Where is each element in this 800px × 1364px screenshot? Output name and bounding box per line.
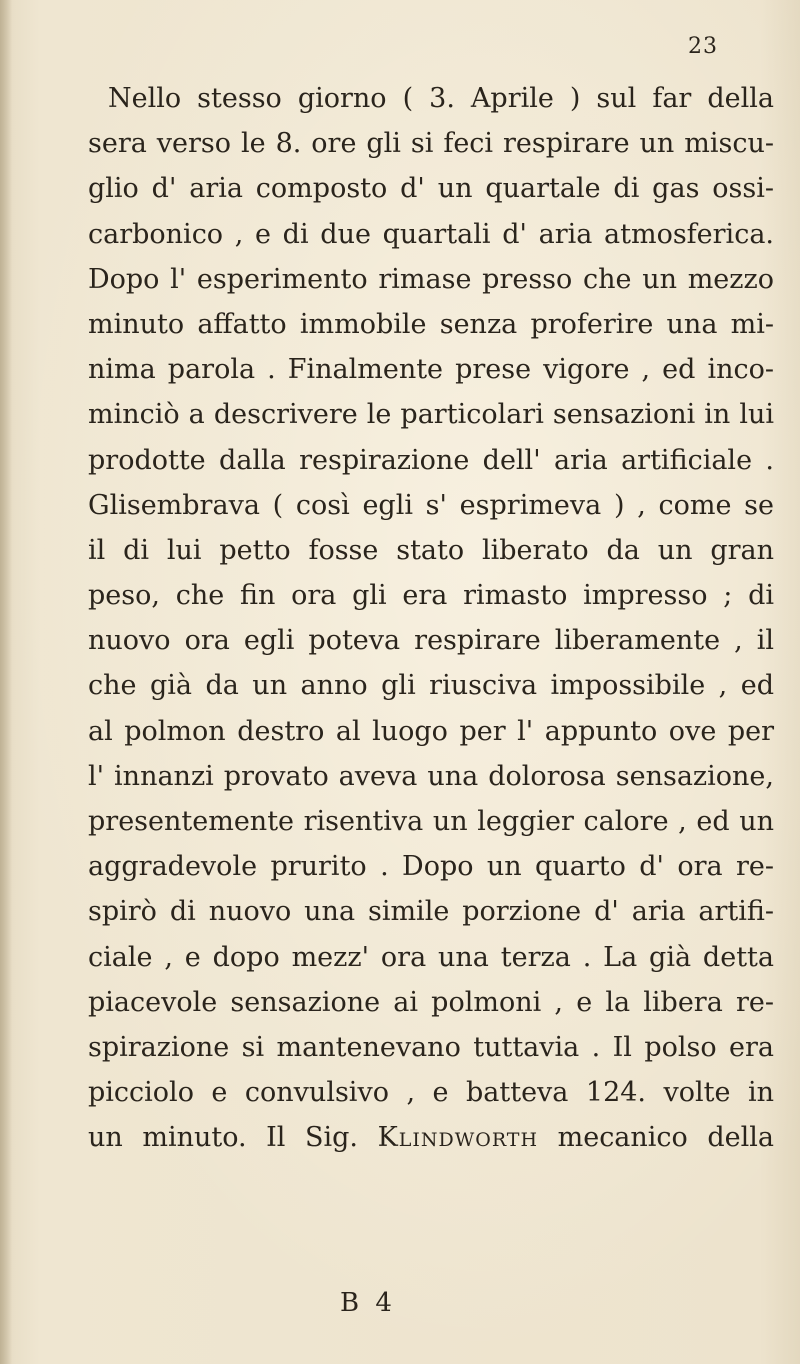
text-line: nuovo ora egli poteva respirare liberamente , il [88, 625, 774, 657]
text-line: l' innanzi provato aveva una dolorosa sensazione, [88, 760, 774, 792]
person-name: Klindworth [377, 1122, 539, 1154]
last-line-before: un minuto. Il Sig. [88, 1122, 378, 1154]
text-line: che già da un anno gli riusciva impossibile , ed [88, 670, 774, 702]
text-line: peso, che fin ora gli era rimasto impresso ; di [88, 580, 774, 612]
text-line: prodotte dalla respirazione dell' aria artificiale . [88, 444, 774, 476]
text-line: nima parola . Finalmente prese vigore , ed inco- [88, 354, 774, 386]
text-line: Nello stesso giorno ( 3. Aprile ) sul far della [108, 83, 774, 114]
last-line-after: mecanico della [538, 1122, 775, 1154]
text-line: glio d' aria composto d' un quartale di gas ossi- [88, 173, 774, 205]
text-line: carbonico , e di due quartali d' aria atmosferica. [88, 218, 774, 250]
text-line: minciò a descrivere le particolari sensazioni in lui [88, 399, 774, 431]
text-line: minuto affatto immobile senza proferire una mi- [88, 308, 774, 340]
text-line: spirò di nuovo una simile porzione d' aria artifi- [88, 896, 774, 928]
text-line: aggradevole prurito . Dopo un quarto d' ora re- [88, 851, 774, 883]
body-text [88, 76, 774, 1161]
text-line-last [88, 1115, 774, 1160]
binding-shadow [0, 0, 12, 1364]
text-line: piacevole sensazione ai polmoni , e la libera re- [88, 986, 774, 1018]
page-number: 23 [688, 34, 718, 59]
text-line: al polmon destro al luogo per l' appunto ove per [88, 715, 774, 747]
text-line: Dopo l' esperimento rimase presso che un mezzo [88, 263, 774, 295]
text-line: presentemente risentiva un leggier calore , ed un [88, 806, 774, 837]
signature-mark: B 4 [340, 1288, 396, 1318]
text-line: ciale , e dopo mezz' ora una terza . La già detta [88, 941, 774, 973]
text-line: sera verso le 8. ore gli si feci respirare un miscu- [88, 128, 774, 160]
text-line: il di lui petto fosse stato liberato da un gran [88, 534, 774, 566]
text-line: spirazione si mantenevano tuttavia . Il polso era [88, 1031, 774, 1063]
text-line: Glisembrava ( così egli s' esprimeva ) , come se [88, 489, 774, 521]
text-line: picciolo e convulsivo , e batteva 124. volte in [88, 1077, 774, 1109]
